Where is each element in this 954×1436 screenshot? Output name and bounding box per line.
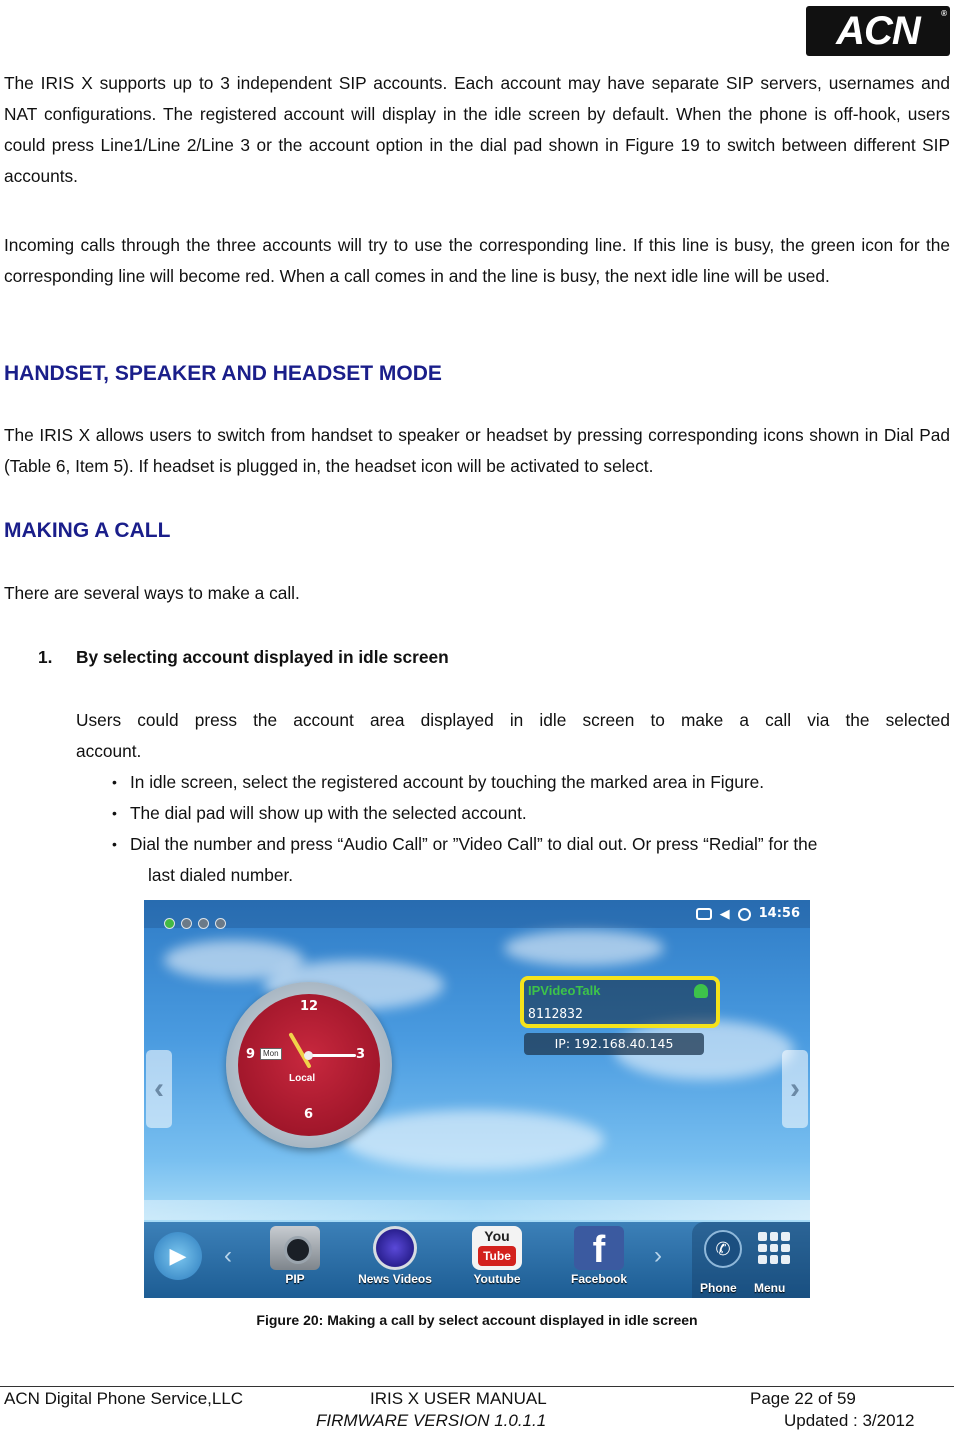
news-videos-icon	[373, 1226, 417, 1270]
camera-icon	[270, 1226, 320, 1270]
acn-logo: ACN ®	[806, 6, 950, 56]
clock-label: Local	[289, 1073, 316, 1084]
clock-hub	[304, 1051, 313, 1060]
footer-page: Page 22 of 59	[750, 1389, 856, 1408]
heading-handset-mode: HANDSET, SPEAKER AND HEADSET MODE	[4, 362, 442, 385]
youtube-icon: You Tube	[472, 1226, 522, 1270]
dock-bar	[144, 1222, 810, 1298]
facebook-icon: f	[574, 1226, 624, 1270]
paragraph-ways: There are several ways to make a call.	[4, 583, 300, 603]
next-page-arrow-icon[interactable]: ›	[782, 1050, 808, 1128]
phone-icon[interactable]: ✆	[704, 1230, 742, 1268]
volume-icon: ◀	[719, 906, 730, 921]
line3-indicator-icon	[198, 918, 209, 929]
list-item-title	[38, 642, 449, 673]
bullet-list	[112, 767, 950, 891]
line1-indicator-icon	[164, 918, 175, 929]
clock-number-6: 6	[304, 1107, 314, 1122]
dock-left-chevron-icon[interactable]: ‹	[224, 1242, 232, 1269]
menu-label: Menu	[754, 1281, 786, 1295]
phone-menu-box	[692, 1222, 810, 1298]
line2-indicator-icon	[181, 918, 192, 929]
dock-app-facebook[interactable]: f Facebook	[554, 1226, 644, 1288]
bullet-item: • The dial pad will show up with the selected account.	[112, 798, 950, 829]
footer-divider	[0, 1386, 954, 1387]
list-intro: Users could press the account area displayed in idle screen to make a call via the selected account.	[76, 710, 950, 761]
list-title-text: By selecting account displayed in idle screen	[76, 647, 449, 667]
keyboard-icon	[696, 908, 712, 920]
dock-app-news-videos[interactable]: News Videos	[350, 1226, 440, 1288]
bullet-item: • Dial the number and press “Audio Call” or ”Video Call” to dial out. Or press “Redial” for the last dialed number.	[112, 829, 950, 891]
footer-company: ACN Digital Phone Service,LLC	[4, 1389, 244, 1408]
account-number: 8112832	[528, 1007, 583, 1022]
list-number: 1.	[38, 647, 53, 667]
figure-caption: Figure 20: Making a call by select account displayed in idle screen	[256, 1312, 698, 1328]
dock-right-chevron-icon[interactable]: ›	[654, 1242, 662, 1269]
dock-app-pip[interactable]: PIP	[250, 1226, 340, 1288]
clock-number-9: 9	[246, 1047, 256, 1062]
paragraph-sip-accounts: The IRIS X supports up to 3 independent SIP accounts. Each account may have separate SIP servers, usernames and NAT configurations. The registered account will display in the idle screen by default. When the phone is off-hook, users could press Line1/Line 2/Line 3 or the account option in the dial pad shown in Figure 19 to switch between different SIP accounts.	[4, 73, 950, 186]
heading-making-a-call: MAKING A CALL	[4, 519, 171, 542]
status-time: 14:56	[758, 906, 800, 921]
account-name: IPVideoTalk	[528, 983, 601, 998]
line-indicators	[164, 908, 232, 939]
clock-minute-hand	[308, 1054, 356, 1057]
water-decoration	[144, 1200, 810, 1220]
clock-number-12: 12	[300, 999, 319, 1014]
account-area[interactable]	[520, 976, 720, 1028]
clock-number-3: 3	[356, 1047, 366, 1062]
bullet-item: • In idle screen, select the registered account by touching the marked area in Figure.	[112, 767, 950, 798]
line4-indicator-icon	[215, 918, 226, 929]
status-bar	[144, 900, 810, 928]
clock-day: Mon	[260, 1048, 282, 1060]
previous-page-arrow-icon[interactable]: ‹	[146, 1050, 172, 1128]
idle-screen-screenshot	[144, 900, 810, 1298]
account-status-icon	[694, 984, 708, 998]
footer-manual: IRIS X USER MANUAL	[370, 1389, 547, 1408]
footer-updated: Updated : 3/2012	[784, 1411, 915, 1430]
paragraph-handset: The IRIS X allows users to switch from handset to speaker or headset by pressing corresponding icons shown in Dial Pad (Table 6, Item 5). If headset is plugged in, the headset icon will be activated to select.	[4, 425, 950, 476]
paragraph-incoming-calls: Incoming calls through the three accounts will try to use the corresponding line. If this line is busy, the green icon for the corresponding line will become red. When a call comes in and the line is busy, the next idle line will be used.	[4, 235, 950, 286]
footer-firmware: FIRMWARE VERSION 1.0.1.1	[316, 1411, 547, 1430]
play-icon[interactable]: ▶	[154, 1232, 202, 1280]
sync-icon	[738, 908, 751, 921]
phone-label: Phone	[700, 1281, 737, 1295]
dock-app-youtube[interactable]: You Tube Youtube	[473, 1228, 521, 1286]
menu-grid-icon[interactable]	[758, 1232, 790, 1264]
ip-address: IP: 192.168.40.145	[524, 1033, 704, 1055]
